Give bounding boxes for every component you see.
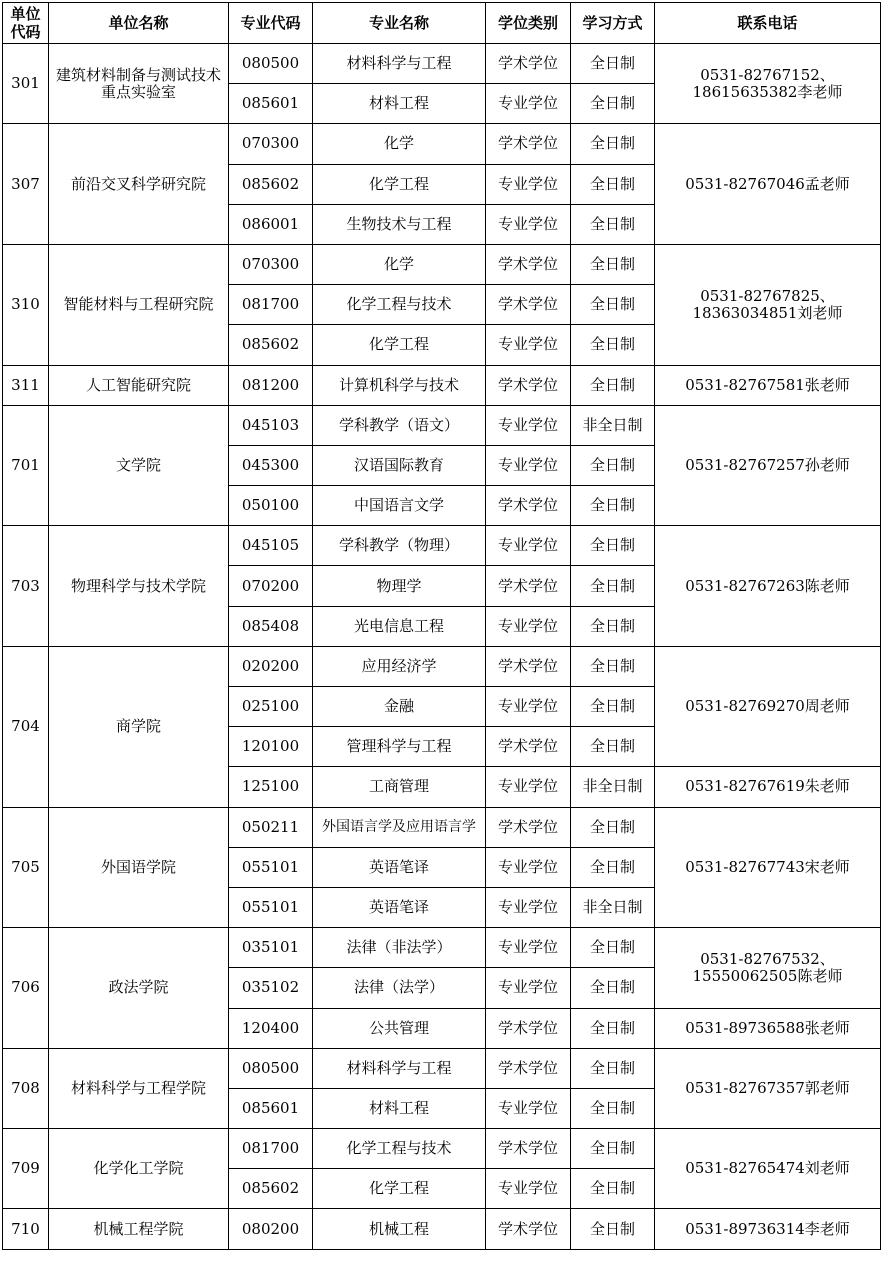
major-name: 英语笔译 — [313, 847, 486, 887]
header-major-code: 专业代码 — [229, 3, 313, 44]
degree-type: 学术学位 — [486, 566, 571, 606]
degree-type: 学术学位 — [486, 807, 571, 847]
major-name: 化学工程与技术 — [313, 1129, 486, 1169]
study-mode: 全日制 — [571, 445, 655, 485]
major-name: 生物技术与工程 — [313, 204, 486, 244]
unit-name: 机械工程学院 — [49, 1209, 229, 1249]
study-mode: 全日制 — [571, 1008, 655, 1048]
major-code: 020200 — [229, 646, 313, 686]
degree-type: 专业学位 — [486, 164, 571, 204]
major-code: 120400 — [229, 1008, 313, 1048]
table-row — [3, 1129, 881, 1169]
major-code: 081700 — [229, 285, 313, 325]
degree-type: 专业学位 — [486, 445, 571, 485]
major-code: 120100 — [229, 727, 313, 767]
study-mode: 全日制 — [571, 606, 655, 646]
degree-type: 学术学位 — [486, 244, 571, 284]
major-code: 085602 — [229, 164, 313, 204]
major-code: 025100 — [229, 687, 313, 727]
major-code: 080200 — [229, 1209, 313, 1249]
study-mode: 全日制 — [571, 646, 655, 686]
study-mode: 全日制 — [571, 807, 655, 847]
contact-phone: 0531-82767152、18615635382李老师 — [655, 44, 881, 124]
study-mode: 全日制 — [571, 1129, 655, 1169]
unit-name: 化学化工学院 — [49, 1129, 229, 1209]
major-name: 化学 — [313, 124, 486, 164]
degree-type: 专业学位 — [486, 606, 571, 646]
study-mode: 全日制 — [571, 566, 655, 606]
study-mode: 全日制 — [571, 727, 655, 767]
study-mode: 全日制 — [571, 486, 655, 526]
major-code: 035101 — [229, 928, 313, 968]
major-name: 应用经济学 — [313, 646, 486, 686]
header-contact: 联系电话 — [655, 3, 881, 44]
major-name: 计算机科学与技术 — [313, 365, 486, 405]
study-mode: 全日制 — [571, 687, 655, 727]
unit-code: 709 — [3, 1129, 49, 1209]
degree-type: 学术学位 — [486, 1008, 571, 1048]
major-name: 化学工程与技术 — [313, 285, 486, 325]
major-name: 化学工程 — [313, 1169, 486, 1209]
major-code: 085602 — [229, 1169, 313, 1209]
unit-code: 705 — [3, 807, 49, 928]
degree-type: 学术学位 — [486, 1209, 571, 1249]
unit-name: 前沿交叉科学研究院 — [49, 124, 229, 245]
table-row — [3, 44, 881, 84]
major-code: 085408 — [229, 606, 313, 646]
major-code: 055101 — [229, 887, 313, 927]
study-mode: 非全日制 — [571, 767, 655, 807]
header-row — [3, 3, 881, 44]
study-mode: 全日制 — [571, 526, 655, 566]
degree-type: 专业学位 — [486, 968, 571, 1008]
contact-phone: 0531-82767581张老师 — [655, 365, 881, 405]
contact-phone: 0531-82767532、15550062505陈老师 — [655, 928, 881, 1008]
unit-code: 311 — [3, 365, 49, 405]
header-major-name: 专业名称 — [313, 3, 486, 44]
study-mode: 全日制 — [571, 928, 655, 968]
degree-type: 学术学位 — [486, 486, 571, 526]
degree-type: 专业学位 — [486, 928, 571, 968]
admissions-table — [2, 2, 881, 1250]
major-name: 材料工程 — [313, 1088, 486, 1128]
table-row — [3, 1048, 881, 1088]
unit-code: 301 — [3, 44, 49, 124]
study-mode: 全日制 — [571, 968, 655, 1008]
study-mode: 全日制 — [571, 1209, 655, 1249]
degree-type: 专业学位 — [486, 526, 571, 566]
degree-type: 学术学位 — [486, 285, 571, 325]
major-name: 光电信息工程 — [313, 606, 486, 646]
degree-type: 专业学位 — [486, 84, 571, 124]
degree-type: 专业学位 — [486, 405, 571, 445]
major-code: 070300 — [229, 124, 313, 164]
table-row — [3, 526, 881, 566]
unit-code: 701 — [3, 405, 49, 526]
study-mode: 非全日制 — [571, 405, 655, 445]
major-code: 055101 — [229, 847, 313, 887]
unit-name: 商学院 — [49, 646, 229, 807]
contact-phone: 0531-82767257孙老师 — [655, 405, 881, 526]
major-code: 081700 — [229, 1129, 313, 1169]
degree-type: 专业学位 — [486, 767, 571, 807]
unit-name: 政法学院 — [49, 928, 229, 1049]
major-code: 045105 — [229, 526, 313, 566]
major-code: 085601 — [229, 1088, 313, 1128]
unit-code: 708 — [3, 1048, 49, 1128]
unit-name: 建筑材料制备与测试技术重点实验室 — [49, 44, 229, 124]
contact-phone: 0531-82767263陈老师 — [655, 526, 881, 647]
major-name: 管理科学与工程 — [313, 727, 486, 767]
unit-code: 710 — [3, 1209, 49, 1249]
table-row — [3, 646, 881, 686]
study-mode: 全日制 — [571, 124, 655, 164]
major-code: 045300 — [229, 445, 313, 485]
major-code: 125100 — [229, 767, 313, 807]
degree-type: 学术学位 — [486, 365, 571, 405]
header-unit-code: 单位代码 — [3, 3, 49, 44]
degree-type: 学术学位 — [486, 1048, 571, 1088]
table-row — [3, 1209, 881, 1249]
table-body — [3, 44, 881, 1250]
study-mode: 全日制 — [571, 44, 655, 84]
major-code: 080500 — [229, 44, 313, 84]
unit-name: 外国语学院 — [49, 807, 229, 928]
degree-type: 学术学位 — [486, 1129, 571, 1169]
unit-code: 310 — [3, 244, 49, 365]
header-degree-type: 学位类别 — [486, 3, 571, 44]
study-mode: 全日制 — [571, 84, 655, 124]
degree-type: 学术学位 — [486, 646, 571, 686]
major-code: 085602 — [229, 325, 313, 365]
table-row — [3, 405, 881, 445]
degree-type: 专业学位 — [486, 887, 571, 927]
unit-name: 文学院 — [49, 405, 229, 526]
study-mode: 非全日制 — [571, 887, 655, 927]
major-name: 物理学 — [313, 566, 486, 606]
unit-name: 物理科学与技术学院 — [49, 526, 229, 647]
major-name: 金融 — [313, 687, 486, 727]
header-unit-name: 单位名称 — [49, 3, 229, 44]
degree-type: 学术学位 — [486, 727, 571, 767]
degree-type: 专业学位 — [486, 1088, 571, 1128]
degree-type: 专业学位 — [486, 687, 571, 727]
major-code: 035102 — [229, 968, 313, 1008]
major-name: 材料科学与工程 — [313, 44, 486, 84]
unit-code: 307 — [3, 124, 49, 245]
header-study-mode: 学习方式 — [571, 3, 655, 44]
major-name: 化学 — [313, 244, 486, 284]
unit-code: 704 — [3, 646, 49, 807]
unit-code: 703 — [3, 526, 49, 647]
major-name: 外国语言学及应用语言学 — [313, 807, 486, 847]
degree-type: 专业学位 — [486, 204, 571, 244]
study-mode: 全日制 — [571, 164, 655, 204]
table-row — [3, 124, 881, 164]
study-mode: 全日制 — [571, 325, 655, 365]
major-code: 081200 — [229, 365, 313, 405]
unit-code: 706 — [3, 928, 49, 1049]
degree-type: 专业学位 — [486, 1169, 571, 1209]
degree-type: 学术学位 — [486, 124, 571, 164]
table-row — [3, 928, 881, 968]
major-code: 070200 — [229, 566, 313, 606]
study-mode: 全日制 — [571, 285, 655, 325]
study-mode: 全日制 — [571, 244, 655, 284]
major-name: 公共管理 — [313, 1008, 486, 1048]
contact-phone: 0531-82767743宋老师 — [655, 807, 881, 928]
contact-phone: 0531-89736314李老师 — [655, 1209, 881, 1249]
major-code: 050100 — [229, 486, 313, 526]
study-mode: 全日制 — [571, 847, 655, 887]
major-code: 045103 — [229, 405, 313, 445]
major-name: 学科教学（语文） — [313, 405, 486, 445]
major-name: 英语笔译 — [313, 887, 486, 927]
degree-type: 专业学位 — [486, 325, 571, 365]
major-name: 工商管理 — [313, 767, 486, 807]
major-code: 080500 — [229, 1048, 313, 1088]
contact-phone: 0531-82769270周老师 — [655, 646, 881, 767]
major-name: 汉语国际教育 — [313, 445, 486, 485]
major-code: 085601 — [229, 84, 313, 124]
contact-phone: 0531-82767619朱老师 — [655, 767, 881, 807]
unit-name: 材料科学与工程学院 — [49, 1048, 229, 1128]
major-code: 070300 — [229, 244, 313, 284]
degree-type: 专业学位 — [486, 847, 571, 887]
major-name: 学科教学（物理） — [313, 526, 486, 566]
contact-phone: 0531-89736588张老师 — [655, 1008, 881, 1048]
contact-phone: 0531-82767357郭老师 — [655, 1048, 881, 1128]
major-name: 法律（非法学） — [313, 928, 486, 968]
unit-name: 智能材料与工程研究院 — [49, 244, 229, 365]
major-name: 化学工程 — [313, 325, 486, 365]
major-code: 050211 — [229, 807, 313, 847]
major-name: 中国语言文学 — [313, 486, 486, 526]
study-mode: 全日制 — [571, 204, 655, 244]
table-row — [3, 365, 881, 405]
degree-type: 学术学位 — [486, 44, 571, 84]
major-name: 材料科学与工程 — [313, 1048, 486, 1088]
major-name: 机械工程 — [313, 1209, 486, 1249]
unit-name: 人工智能研究院 — [49, 365, 229, 405]
study-mode: 全日制 — [571, 1048, 655, 1088]
study-mode: 全日制 — [571, 1088, 655, 1128]
contact-phone: 0531-82765474刘老师 — [655, 1129, 881, 1209]
study-mode: 全日制 — [571, 1169, 655, 1209]
major-code: 086001 — [229, 204, 313, 244]
table-row — [3, 807, 881, 847]
contact-phone: 0531-82767825、18363034851刘老师 — [655, 244, 881, 365]
major-name: 化学工程 — [313, 164, 486, 204]
major-name: 材料工程 — [313, 84, 486, 124]
contact-phone: 0531-82767046孟老师 — [655, 124, 881, 245]
table-row — [3, 244, 881, 284]
study-mode: 全日制 — [571, 365, 655, 405]
major-name: 法律（法学） — [313, 968, 486, 1008]
